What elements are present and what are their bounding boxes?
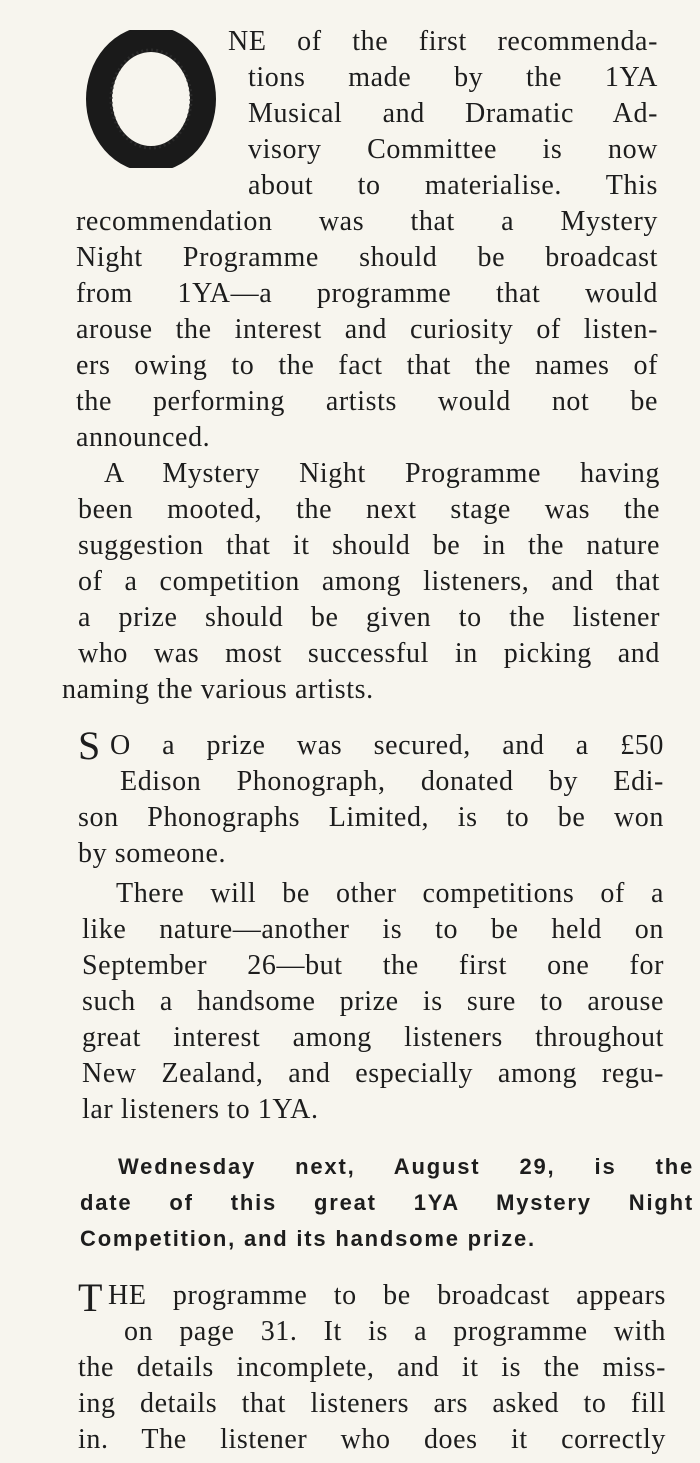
dropcap-t: T <box>78 1275 103 1320</box>
p4-line: like nature—another is to be held on <box>82 914 664 945</box>
dropcap-o-icon <box>86 30 216 168</box>
p3-line: son Phonographs Limited, is to be won <box>78 802 664 833</box>
p1-line: the performing artists would not be <box>76 386 658 417</box>
p1-line: arouse the interest and curiosity of listen- <box>76 314 658 345</box>
p1-line: recommendation was that a Mystery <box>76 206 658 237</box>
p5-line: ing details that listeners ars asked to fill <box>78 1388 666 1419</box>
p2-line: who was most successful in picking and <box>78 638 660 669</box>
dropcap-s: S <box>78 723 101 768</box>
p1-line: Musical and Dramatic Ad- <box>248 98 658 129</box>
p3-line: O a prize was secured, and a £50 <box>110 730 664 761</box>
p1-line: from 1YA—a programme that would <box>76 278 658 309</box>
p1-line: tions made by the 1YA <box>248 62 658 93</box>
p3-line: Edison Phonograph, donated by Edi- <box>120 766 664 797</box>
p4-line: such a handsome prize is sure to arouse <box>82 986 664 1017</box>
p1-line: ers owing to the fact that the names of <box>76 350 658 381</box>
p1-line: about to materialise. This <box>248 170 658 201</box>
p4-line: New Zealand, and especially among regu- <box>82 1058 664 1089</box>
p2-line: suggestion that it should be in the nature <box>78 530 660 561</box>
announcement-line: date of this great 1YA Mystery Night <box>80 1190 694 1215</box>
p5-line: HE programme to be broadcast appears <box>108 1280 666 1311</box>
p2-line: of a competition among listeners, and that <box>78 566 660 597</box>
p3-line: by someone. <box>78 838 227 869</box>
p5-line: in. The listener who does it correctly <box>78 1424 666 1455</box>
p4-line: September 26—but the first one for <box>82 950 664 981</box>
p4-line: There will be other competitions of a <box>116 878 664 909</box>
p5-line: on page 31. It is a programme with <box>124 1316 666 1347</box>
announcement-line: Wednesday next, August 29, is the <box>118 1154 694 1179</box>
p4-line: lar listeners to 1YA. <box>82 1094 319 1125</box>
p2-line: naming the various artists. <box>62 674 374 705</box>
announcement-line: Competition, and its handsome prize. <box>80 1226 536 1251</box>
p1-line: Night Programme should be broadcast <box>76 242 658 273</box>
p2-line: a prize should be given to the listener <box>78 602 660 633</box>
p1-line: visory Committee is now <box>248 134 658 165</box>
p1-line: NE of the first recommenda- <box>228 26 658 57</box>
p1-line: announced. <box>76 422 211 453</box>
p4-line: great interest among listeners throughout <box>82 1022 664 1053</box>
p5-line: the details incomplete, and it is the miss- <box>78 1352 666 1383</box>
p2-line: been mooted, the next stage was the <box>78 494 660 525</box>
p2-line: A Mystery Night Programme having <box>104 458 660 489</box>
